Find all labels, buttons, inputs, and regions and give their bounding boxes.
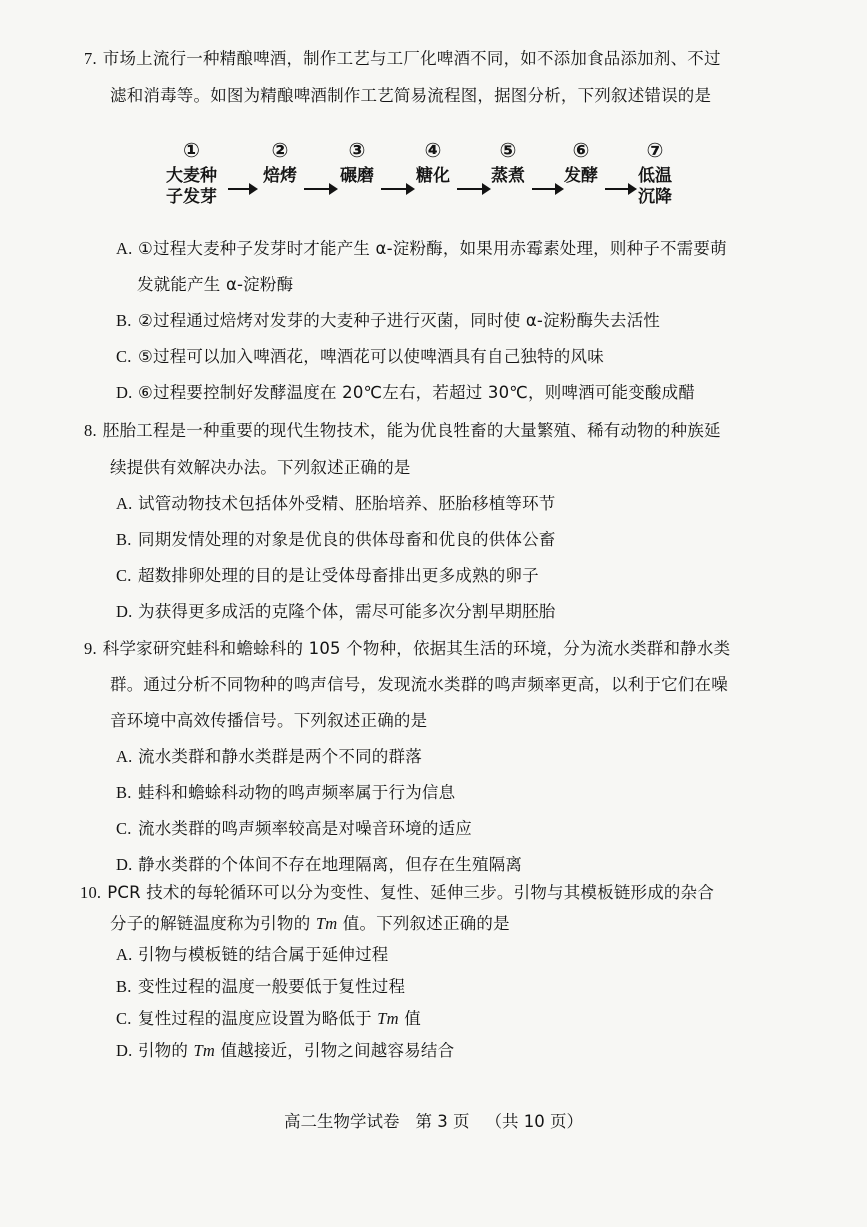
- q10-option-d-text-b: 值越接近，引物之间越容易结合: [215, 1041, 455, 1060]
- q9-option-c[interactable]: [116, 818, 472, 840]
- q9-option-c-label: C.: [116, 819, 132, 838]
- q8-option-b-label: B.: [116, 530, 132, 549]
- q10-option-a-label: A.: [116, 945, 133, 964]
- q10-stem-line2: [110, 913, 510, 935]
- q8-option-c[interactable]: [116, 565, 539, 587]
- q7-option-c-label: C.: [116, 347, 132, 366]
- q8-option-d-text: 为获得更多成活的克隆个体，需尽可能多次分割早期胚胎: [138, 602, 556, 621]
- q10-option-c[interactable]: [116, 1008, 421, 1030]
- flow-step-5-number: ⑤: [499, 138, 517, 162]
- q8-option-d[interactable]: [116, 601, 556, 623]
- q7-option-a[interactable]: [116, 238, 727, 260]
- flow-arrow-6: [605, 188, 635, 190]
- q9-option-b-label: B.: [116, 783, 132, 802]
- q7-text-1: 市场上流行一种精酿啤酒，制作工艺与工厂化啤酒不同，如不添加食品添加剂、不过: [102, 49, 721, 68]
- q9-option-d[interactable]: [116, 854, 522, 876]
- q10-option-b-text: 变性过程的温度一般要低于复性过程: [138, 977, 406, 996]
- q10-option-b[interactable]: [116, 976, 405, 998]
- flow-step-3-text1: 碾磨: [340, 166, 374, 186]
- q10-option-c-text-a: 复性过程的温度应设置为略低于: [138, 1009, 378, 1028]
- flow-step-4: [416, 138, 450, 187]
- q10-text-1: PCR 技术的每轮循环可以分为变性、复性、延伸三步。引物与其模板链形成的杂合: [107, 883, 715, 902]
- q9-option-d-text: 静水类群的个体间不存在地理隔离，但存在生殖隔离: [138, 855, 523, 874]
- q7-option-b[interactable]: [116, 310, 660, 332]
- flow-step-3-number: ③: [348, 138, 366, 162]
- q10-option-a[interactable]: [116, 944, 389, 966]
- q9-option-b-text: 蛙科和蟾蜍科动物的鸣声频率属于行为信息: [138, 783, 456, 802]
- q8-option-b-text: 同期发情处理的对象是优良的供体母畜和优良的供体公畜: [138, 530, 556, 549]
- flow-step-7-text1: 低温: [638, 166, 672, 186]
- flow-step-1-number: ①: [183, 138, 200, 162]
- flow-arrow-4: [457, 188, 489, 190]
- flow-step-3: [340, 138, 374, 187]
- flow-step-5: [491, 138, 525, 187]
- q7-option-a-label: A.: [116, 239, 133, 258]
- q8-option-a[interactable]: [116, 493, 556, 515]
- q8-option-d-label: D.: [116, 602, 133, 621]
- flow-step-2-text1: 焙烤: [263, 166, 297, 186]
- q10-option-c-label: C.: [116, 1009, 132, 1028]
- q7-stem-line2: 滤和消毒等。如图为精酿啤酒制作工艺简易流程图，据图分析，下列叙述错误的是: [110, 86, 712, 105]
- flow-step-4-number: ④: [424, 138, 442, 162]
- q9-number: 9.: [84, 639, 97, 658]
- q9-option-a[interactable]: [116, 746, 422, 768]
- flow-step-7: [638, 138, 672, 208]
- flow-step-1-text2: 子发芽: [166, 187, 217, 207]
- brewing-flowchart: [160, 138, 720, 218]
- flow-step-2-number: ②: [271, 138, 289, 162]
- q7-option-d-text: ⑥过程要控制好发酵温度在 20℃左右，若超过 30℃，则啤酒可能变酸成醋: [138, 383, 696, 402]
- q9-option-c-text: 流水类群的鸣声频率较高是对噪音环境的适应: [138, 819, 472, 838]
- flow-step-2: [263, 138, 297, 187]
- q9-stem-line3: 音环境中高效传播信号。下列叙述正确的是: [110, 711, 428, 730]
- q10-tm: Tm: [315, 914, 338, 933]
- footer-page-number: 第 3 页: [415, 1112, 470, 1131]
- q10-text-2b: 值。下列叙述正确的是: [337, 914, 510, 933]
- q9-option-b[interactable]: [116, 782, 455, 804]
- q9-option-d-label: D.: [116, 855, 133, 874]
- flow-step-4-text1: 糖化: [416, 166, 450, 186]
- page-footer: [0, 1111, 867, 1133]
- q10-text-2a: 分子的解链温度称为引物的: [110, 914, 316, 933]
- q10-option-d[interactable]: [116, 1040, 454, 1062]
- flow-step-5-text1: 蒸煮: [491, 166, 525, 186]
- flow-arrow-3: [381, 188, 413, 190]
- q7-option-c[interactable]: [116, 346, 604, 368]
- q9-option-a-text: 流水类群和静水类群是两个不同的群落: [138, 747, 422, 766]
- q8-option-b[interactable]: [116, 529, 556, 551]
- footer-total-pages: （共 10 页）: [485, 1112, 583, 1131]
- q7-option-d-label: D.: [116, 383, 133, 402]
- q10-option-b-label: B.: [116, 977, 132, 996]
- q10-option-d-label: D.: [116, 1041, 133, 1060]
- q7-stem-line1: [84, 48, 721, 70]
- flow-step-7-number: ⑦: [646, 138, 664, 162]
- footer-title: 高二生物学试卷: [284, 1112, 400, 1131]
- flow-step-7-text2: 沉降: [638, 187, 672, 207]
- flow-arrow-1: [228, 188, 256, 190]
- q10-option-c-text-b: 值: [398, 1009, 421, 1028]
- flow-arrow-2: [304, 188, 336, 190]
- q8-option-a-text: 试管动物技术包括体外受精、胚胎培养、胚胎移植等环节: [138, 494, 556, 513]
- q10-option-c-tm: Tm: [377, 1009, 399, 1028]
- q7-option-b-label: B.: [116, 311, 132, 330]
- q7-number: 7.: [84, 49, 97, 68]
- q8-number: 8.: [84, 421, 97, 440]
- q10-option-a-text: 引物与模板链的结合属于延伸过程: [138, 945, 389, 964]
- q10-option-d-tm: Tm: [193, 1041, 216, 1060]
- flow-step-6: [564, 138, 598, 187]
- q8-stem-line1: [84, 420, 721, 442]
- q8-text-1: 胚胎工程是一种重要的现代生物技术，能为优良牲畜的大量繁殖、稀有动物的种族延: [102, 421, 721, 440]
- flow-step-1: [166, 138, 217, 208]
- q10-stem-line1: [80, 882, 714, 904]
- q9-text-1: 科学家研究蛙科和蟾蜍科的 105 个物种，依据其生活的环境，分为流水类群和静水类: [102, 639, 731, 658]
- q7-option-a-line2: 发就能产生 α-淀粉酶: [137, 275, 294, 294]
- q7-option-b-text: ②过程通过焙烤对发芽的大麦种子进行灭菌，同时使 α-淀粉酶失去活性: [138, 311, 660, 330]
- flow-arrow-5: [532, 188, 562, 190]
- q9-option-a-label: A.: [116, 747, 133, 766]
- flow-step-6-text1: 发酵: [564, 166, 598, 186]
- q8-option-a-label: A.: [116, 494, 133, 513]
- q7-option-c-text: ⑤过程可以加入啤酒花，啤酒花可以使啤酒具有自己独特的风味: [138, 347, 604, 366]
- q10-number: 10.: [80, 883, 102, 902]
- q8-option-c-text: 超数排卵处理的目的是让受体母畜排出更多成熟的卵子: [138, 566, 539, 585]
- q7-option-a-text1: ①过程大麦种子发芽时才能产生 α-淀粉酶，如果用赤霉素处理，则种子不需要萌: [138, 239, 727, 258]
- flow-step-1-text1: 大麦种: [166, 166, 217, 186]
- q8-stem-line2: 续提供有效解决办法。下列叙述正确的是: [110, 458, 411, 477]
- q8-option-c-label: C.: [116, 566, 132, 585]
- q9-stem-line1: [84, 638, 730, 660]
- q9-stem-line2: 群。通过分析不同物种的鸣声信号，发现流水类群的鸣声频率更高，以利于它们在噪: [110, 675, 728, 694]
- flow-step-6-number: ⑥: [572, 138, 590, 162]
- q7-option-d[interactable]: [116, 382, 695, 404]
- q10-option-d-text-a: 引物的: [138, 1041, 194, 1060]
